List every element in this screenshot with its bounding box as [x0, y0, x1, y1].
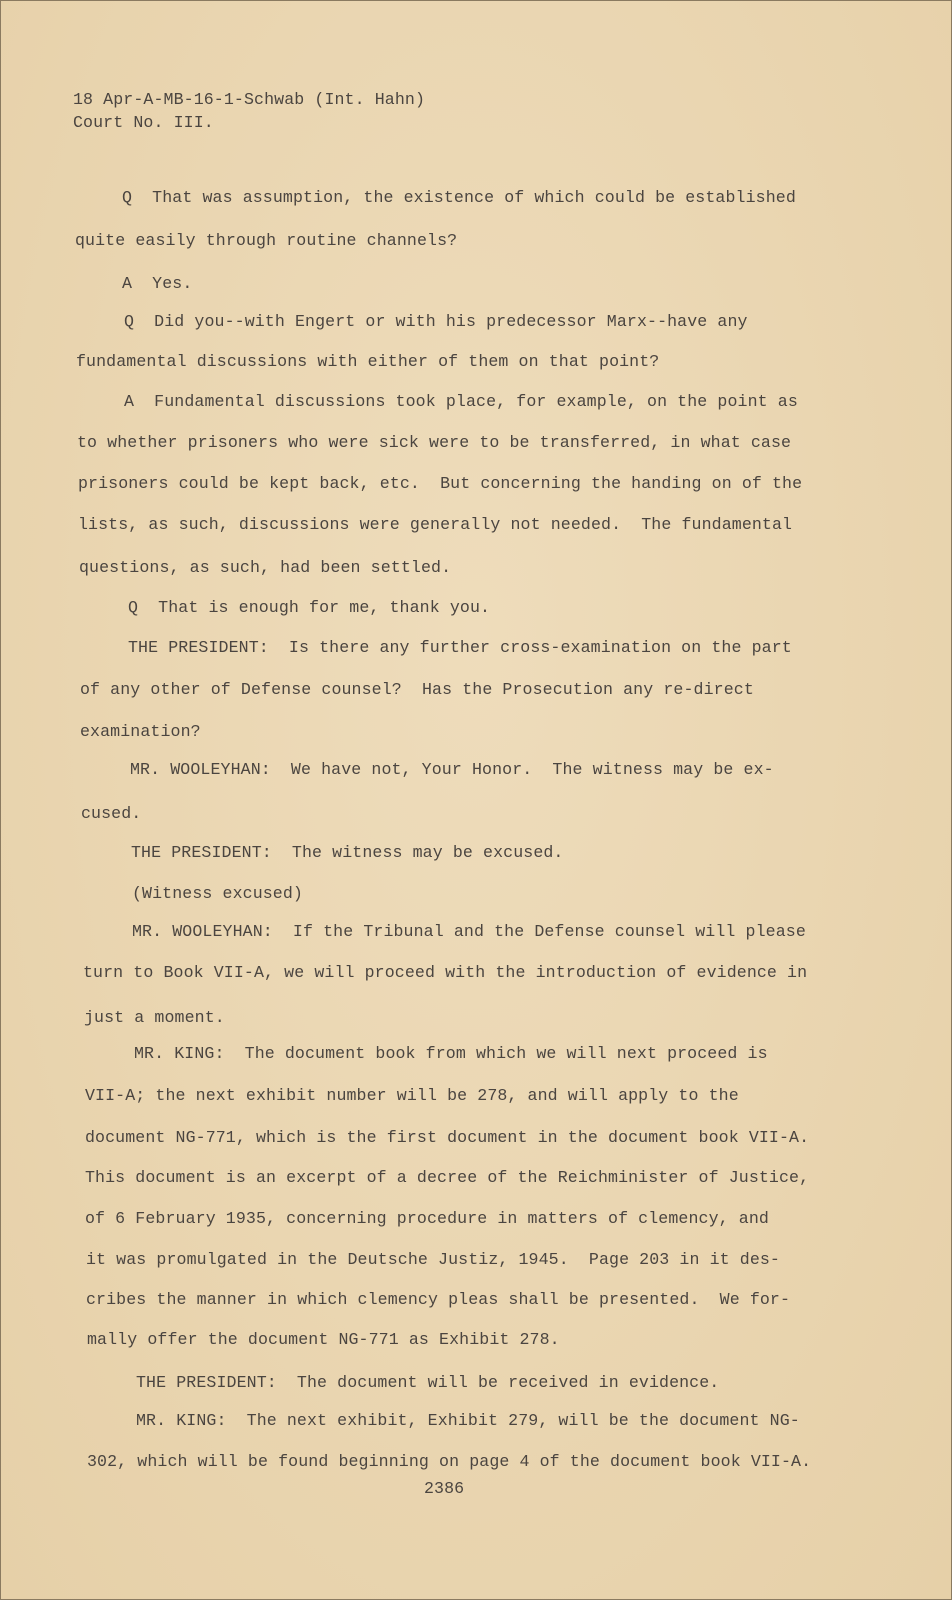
- transcript-line: 302, which will be found beginning on page 4 of the document book VII-A.: [87, 1452, 812, 1471]
- transcript-line: VII-A; the next exhibit number will be 278, and will apply to the: [85, 1086, 739, 1105]
- transcript-line: lists, as such, discussions were generally not needed. The fundamental: [78, 515, 793, 534]
- transcript-line: turn to Book VII-A, we will proceed with the introduction of evidence in: [83, 963, 808, 982]
- transcript-line: THE PRESIDENT: The document will be received in evidence.: [136, 1373, 720, 1392]
- transcript-line: prisoners could be kept back, etc. But concerning the handing on of the: [78, 474, 803, 493]
- transcript-line: Q That was assumption, the existence of which could be established: [122, 188, 796, 207]
- transcript-line: examination?: [80, 722, 201, 741]
- transcript-line: A Yes.: [122, 274, 193, 293]
- transcript-line: THE PRESIDENT: Is there any further cross-examination on the part: [128, 638, 792, 657]
- transcript-line: quite easily through routine channels?: [75, 231, 458, 250]
- transcript-line: cribes the manner in which clemency pleas shall be presented. We for-: [86, 1290, 791, 1309]
- transcript-line: cused.: [81, 804, 142, 823]
- header-court: Court No. III.: [73, 113, 214, 132]
- transcript-line: This document is an excerpt of a decree of the Reichminister of Justice,: [85, 1168, 810, 1187]
- transcript-line: questions, as such, had been settled.: [79, 558, 452, 577]
- transcript-line: MR. KING: The document book from which we will next proceed is: [134, 1044, 768, 1063]
- header-reference: 18 Apr-A-MB-16-1-Schwab (Int. Hahn): [73, 90, 426, 109]
- transcript-line: to whether prisoners who were sick were to be transferred, in what case: [77, 433, 792, 452]
- page-number: 2386: [424, 1479, 465, 1498]
- transcript-line: THE PRESIDENT: The witness may be excused.: [131, 843, 564, 862]
- transcript-line: of any other of Defense counsel? Has the Prosecution any re-direct: [80, 680, 754, 699]
- transcript-line: Q That is enough for me, thank you.: [128, 598, 491, 617]
- transcript-line: just a moment.: [84, 1008, 225, 1027]
- transcript-line: MR. WOOLEYHAN: We have not, Your Honor. The witness may be ex-: [130, 760, 774, 779]
- transcript-line: (Witness excused): [132, 884, 303, 903]
- transcript-line: it was promulgated in the Deutsche Justiz, 1945. Page 203 in it des-: [86, 1250, 780, 1269]
- transcript-line: MR. KING: The next exhibit, Exhibit 279, will be the document NG-: [136, 1411, 800, 1430]
- transcript-line: Q Did you--with Engert or with his predecessor Marx--have any: [124, 312, 748, 331]
- transcript-line: fundamental discussions with either of them on that point?: [76, 352, 660, 371]
- transcript-line: A Fundamental discussions took place, for example, on the point as: [124, 392, 798, 411]
- transcript-line: mally offer the document NG-771 as Exhibit 278.: [87, 1330, 560, 1349]
- transcript-line: of 6 February 1935, concerning procedure in matters of clemency, and: [85, 1209, 769, 1228]
- transcript-line: document NG-771, which is the first document in the document book VII-A.: [85, 1128, 810, 1147]
- transcript-line: MR. WOOLEYHAN: If the Tribunal and the Defense counsel will please: [132, 922, 806, 941]
